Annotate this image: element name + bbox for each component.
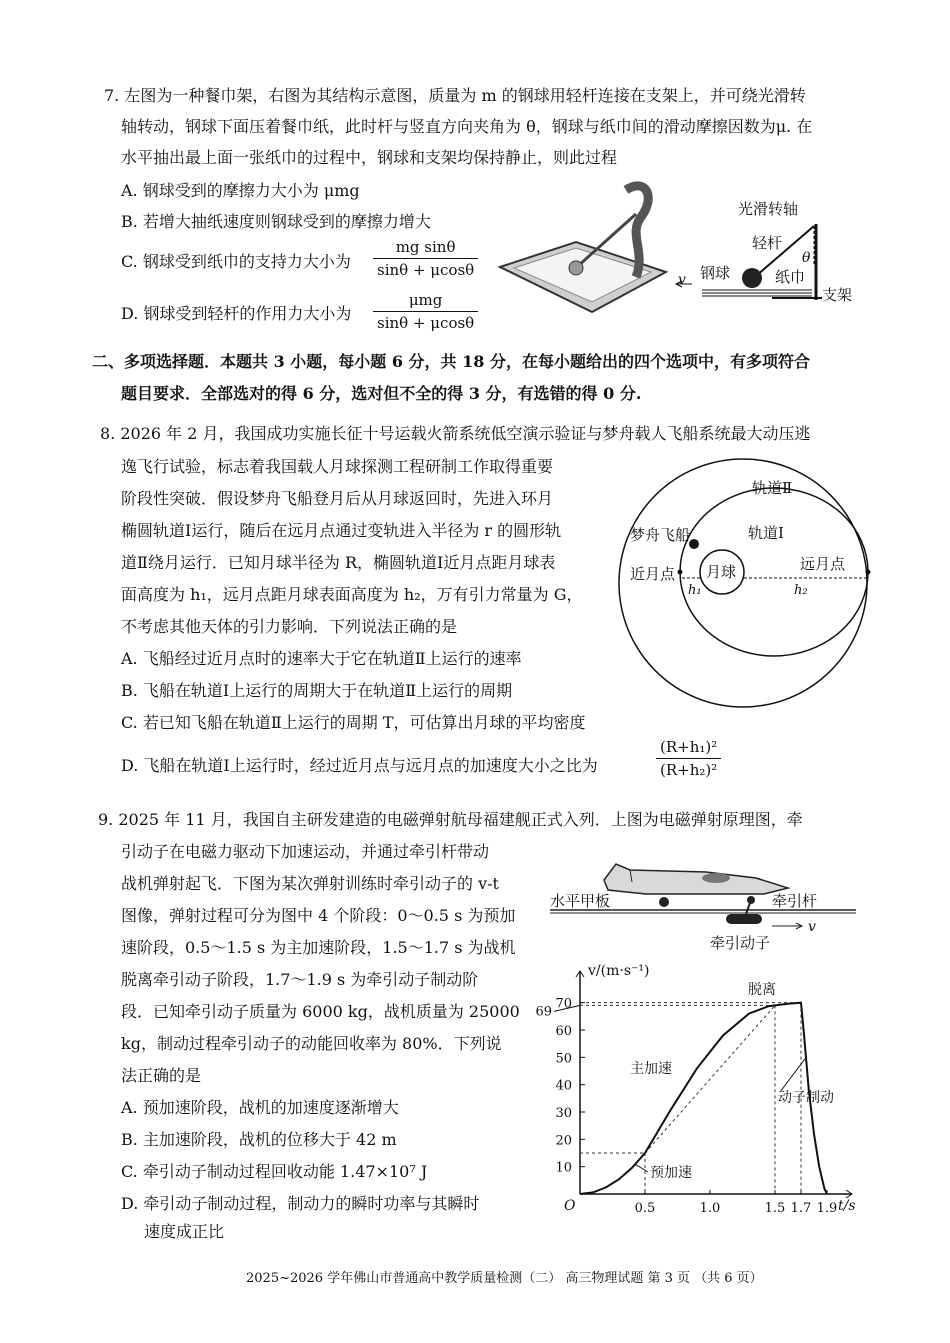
page-footer: 2025~2026 学年佛山市普通高中教学质量检测（二） 高三物理试题 第 3 页 （共 6 页） bbox=[246, 1271, 763, 1286]
fraction-denominator: sinθ + μcosθ bbox=[377, 261, 475, 279]
chart-origin-label: O bbox=[564, 1198, 576, 1214]
y-tick-label: 20 bbox=[555, 1133, 572, 1149]
y-tick-label: 60 bbox=[555, 1024, 572, 1039]
section2-heading-line2: 题目要求．全部选对的得 6 分，选对但不全的得 3 分，有选错的得 0 分. bbox=[121, 384, 642, 403]
chart-annotation-braking: 动子制动 bbox=[778, 1090, 834, 1106]
q9-catapult-diagram bbox=[546, 852, 866, 954]
label-spacecraft: 梦舟飞船 bbox=[630, 526, 691, 544]
chart-x-axis-label: t/s bbox=[838, 1198, 856, 1214]
q9-stem-line7: 段．已知牵引动子质量为 6000 kg，战机质量为 25000 bbox=[121, 1002, 520, 1021]
annotation-leader bbox=[635, 1164, 648, 1172]
q8-orbit-diagram bbox=[612, 452, 874, 714]
q8-stem-line3: 阶段性突破．假设梦舟飞船登月后从月球返回时，先进入环月 bbox=[121, 489, 554, 508]
q8-stem-line2: 逸飞行试验，标志着我国载人月球探测工程研制工作取得重要 bbox=[121, 457, 554, 476]
y-tick-label: 30 bbox=[555, 1106, 572, 1121]
spacecraft-dot bbox=[689, 539, 699, 549]
q7-stem-line1: 7. 左图为一种餐巾架，右图为其结构示意图，质量为 m 的钢球用轻杆连接在支架上，并可绕光滑转 bbox=[104, 86, 806, 105]
q8-option-d-fraction bbox=[656, 738, 721, 779]
q9-option-b: B. 主加速阶段，战机的位移大于 42 m bbox=[121, 1130, 397, 1149]
q7-option-d-fraction bbox=[373, 291, 478, 332]
q9-option-d-line2: 速度成正比 bbox=[144, 1222, 225, 1241]
q8-stem-line6: 面高度为 h₁，远月点距月球表面高度为 h₂，万有引力常量为 G， bbox=[121, 585, 583, 604]
label-h2: h₂ bbox=[794, 583, 808, 598]
q9-stem-line1: 9. 2025 年 11 月，我国自主研发建造的电磁弹射航母福建舰正式入列．上图为电磁弹射原理图，牵 bbox=[98, 810, 803, 829]
chart-annotation-detach: 脱离 bbox=[748, 982, 776, 998]
napkin-holder-photo bbox=[496, 172, 671, 322]
q7-option-c: C. 钢球受到纸巾的支持力大小为 bbox=[121, 252, 351, 271]
q9-stem-line8: kg，制动过程牵引动子的动能回收率为 80%．下列说 bbox=[121, 1034, 502, 1053]
q9-option-c: C. 牵引动子制动过程回收动能 1.47×10⁷ J bbox=[121, 1162, 428, 1181]
label-paper: 纸巾 bbox=[775, 268, 806, 286]
x-tick-label: 0.5 bbox=[634, 1201, 656, 1216]
q8-option-b: B. 飞船在轨道Ⅰ上运行的周期大于在轨道Ⅱ上运行的周期 bbox=[121, 681, 513, 700]
label-v: v bbox=[808, 919, 816, 935]
fraction-denominator: (R+h₂)² bbox=[660, 761, 718, 779]
q7-schematic bbox=[672, 196, 862, 308]
label-h1: h₁ bbox=[688, 583, 702, 598]
label-tow-rod: 牵引杆 bbox=[772, 892, 818, 910]
chart-y-axis-label: v/(m·s⁻¹) bbox=[588, 963, 650, 979]
annotation-leader bbox=[780, 1057, 806, 1092]
label-rod: 轻杆 bbox=[752, 234, 783, 252]
label-deck: 水平甲板 bbox=[550, 892, 611, 910]
q7-option-b: B. 若增大抽纸速度则钢球受到的摩擦力增大 bbox=[121, 212, 431, 231]
q7-stem-line3: 水平抽出最上面一张纸巾的过程中，钢球和支架均保持静止，则此过程 bbox=[121, 148, 618, 167]
fraction-numerator: (R+h₁)² bbox=[656, 738, 721, 759]
label-orbit-1: 轨道Ⅰ bbox=[748, 524, 784, 542]
chart-annotation-pre-accel: 预加速 bbox=[650, 1165, 692, 1181]
label-orbit-2: 轨道Ⅱ bbox=[752, 479, 793, 497]
q7-option-a: A. 钢球受到的摩擦力大小为 μmg bbox=[121, 181, 360, 200]
q7-option-c-fraction bbox=[373, 238, 478, 279]
q8-stem-line1: 8. 2026 年 2 月，我国成功实施长征十号运载火箭系统低空演示验证与梦舟载人飞船系统最大动压逃 bbox=[100, 424, 811, 443]
q9-stem-line4: 图像，弹射过程可分为图中 4 个阶段：0～0.5 s 为预加 bbox=[121, 906, 516, 925]
label-v: v bbox=[678, 272, 686, 288]
x-tick-label: 1.7 bbox=[790, 1201, 812, 1216]
label-theta: θ bbox=[802, 250, 811, 266]
q9-stem-line3: 战机弹射起飞．下图为某次弹射训练时牵引动子的 v-t bbox=[121, 874, 499, 893]
section2-heading-line1: 二、多项选择题．本题共 3 小题，每小题 6 分，共 18 分，在每小题给出的四个选项中，有多项符合 bbox=[92, 352, 810, 371]
q9-option-d-line1: D. 牵引动子制动过程，制动力的瞬时功率与其瞬时 bbox=[121, 1194, 480, 1213]
fraction-denominator: sinθ + μcosθ bbox=[377, 314, 475, 332]
label-apolune: 远月点 bbox=[800, 555, 846, 573]
q8-option-c: C. 若已知飞船在轨道Ⅱ上运行的周期 T，可估算出月球的平均密度 bbox=[121, 713, 586, 732]
q9-stem-line9: 法正确的是 bbox=[121, 1066, 202, 1085]
x-tick-label: 1.9 bbox=[816, 1201, 838, 1216]
q8-option-d: D. 飞船在轨道Ⅰ上运行时，经过近月点与远月点的加速度大小之比为 bbox=[121, 756, 598, 775]
label-perilune: 近月点 bbox=[630, 565, 676, 583]
fraction-numerator: mg sinθ bbox=[373, 238, 478, 259]
q9-stem-line2: 引动子在电磁力驱动下加速运动，并通过牵引杆带动 bbox=[121, 842, 490, 861]
y-extra-tick-label: 69 bbox=[535, 1004, 552, 1020]
q8-stem-line4: 椭圆轨道Ⅰ运行，随后在远月点通过变轨进入半径为 r 的圆形轨 bbox=[121, 521, 562, 540]
q9-stem-line6: 脱离牵引动子阶段，1.7～1.9 s 为牵引动子制动阶 bbox=[121, 970, 479, 989]
label-axis: 光滑转轴 bbox=[738, 200, 799, 218]
q7-option-d: D. 钢球受到轻杆的作用力大小为 bbox=[121, 304, 352, 323]
x-tick-label: 1.0 bbox=[699, 1201, 721, 1216]
q9-stem-line5: 速阶段，0.5～1.5 s 为主加速阶段，1.5～1.7 s 为战机 bbox=[121, 938, 516, 957]
y-tick-label: 70 bbox=[555, 996, 572, 1012]
y-tick-label: 50 bbox=[555, 1051, 572, 1067]
label-moon: 月球 bbox=[706, 563, 737, 581]
chart-annotation-main-accel: 主加速 bbox=[630, 1061, 672, 1077]
y-tick-label: 10 bbox=[555, 1160, 572, 1176]
q7-stem-line2: 轴转动，钢球下面压着餐巾纸，此时杆与竖直方向夹角为 θ，钢球与纸巾间的滑动摩擦因数为μ. 在 bbox=[121, 117, 813, 136]
q9-option-a: A. 预加速阶段，战机的加速度逐渐增大 bbox=[121, 1098, 399, 1117]
fraction-numerator: μmg bbox=[373, 291, 478, 312]
q8-stem-line5: 道Ⅱ绕月运行．已知月球半径为 R，椭圆轨道Ⅰ近月点距月球表 bbox=[121, 553, 556, 572]
q8-stem-line7: 不考虑其他天体的引力影响．下列说法正确的是 bbox=[121, 617, 458, 636]
y-tick-label: 40 bbox=[555, 1078, 572, 1094]
label-shuttle: 牵引动子 bbox=[710, 934, 771, 952]
vt-chart bbox=[530, 962, 860, 1222]
x-tick-label: 1.5 bbox=[764, 1201, 786, 1216]
guide-line bbox=[645, 1005, 775, 1153]
label-stand: 支架 bbox=[822, 286, 853, 304]
label-ball: 钢球 bbox=[700, 264, 731, 282]
q8-option-a: A. 飞船经过近月点时的速率大于它在轨道Ⅱ上运行的速率 bbox=[121, 649, 522, 668]
